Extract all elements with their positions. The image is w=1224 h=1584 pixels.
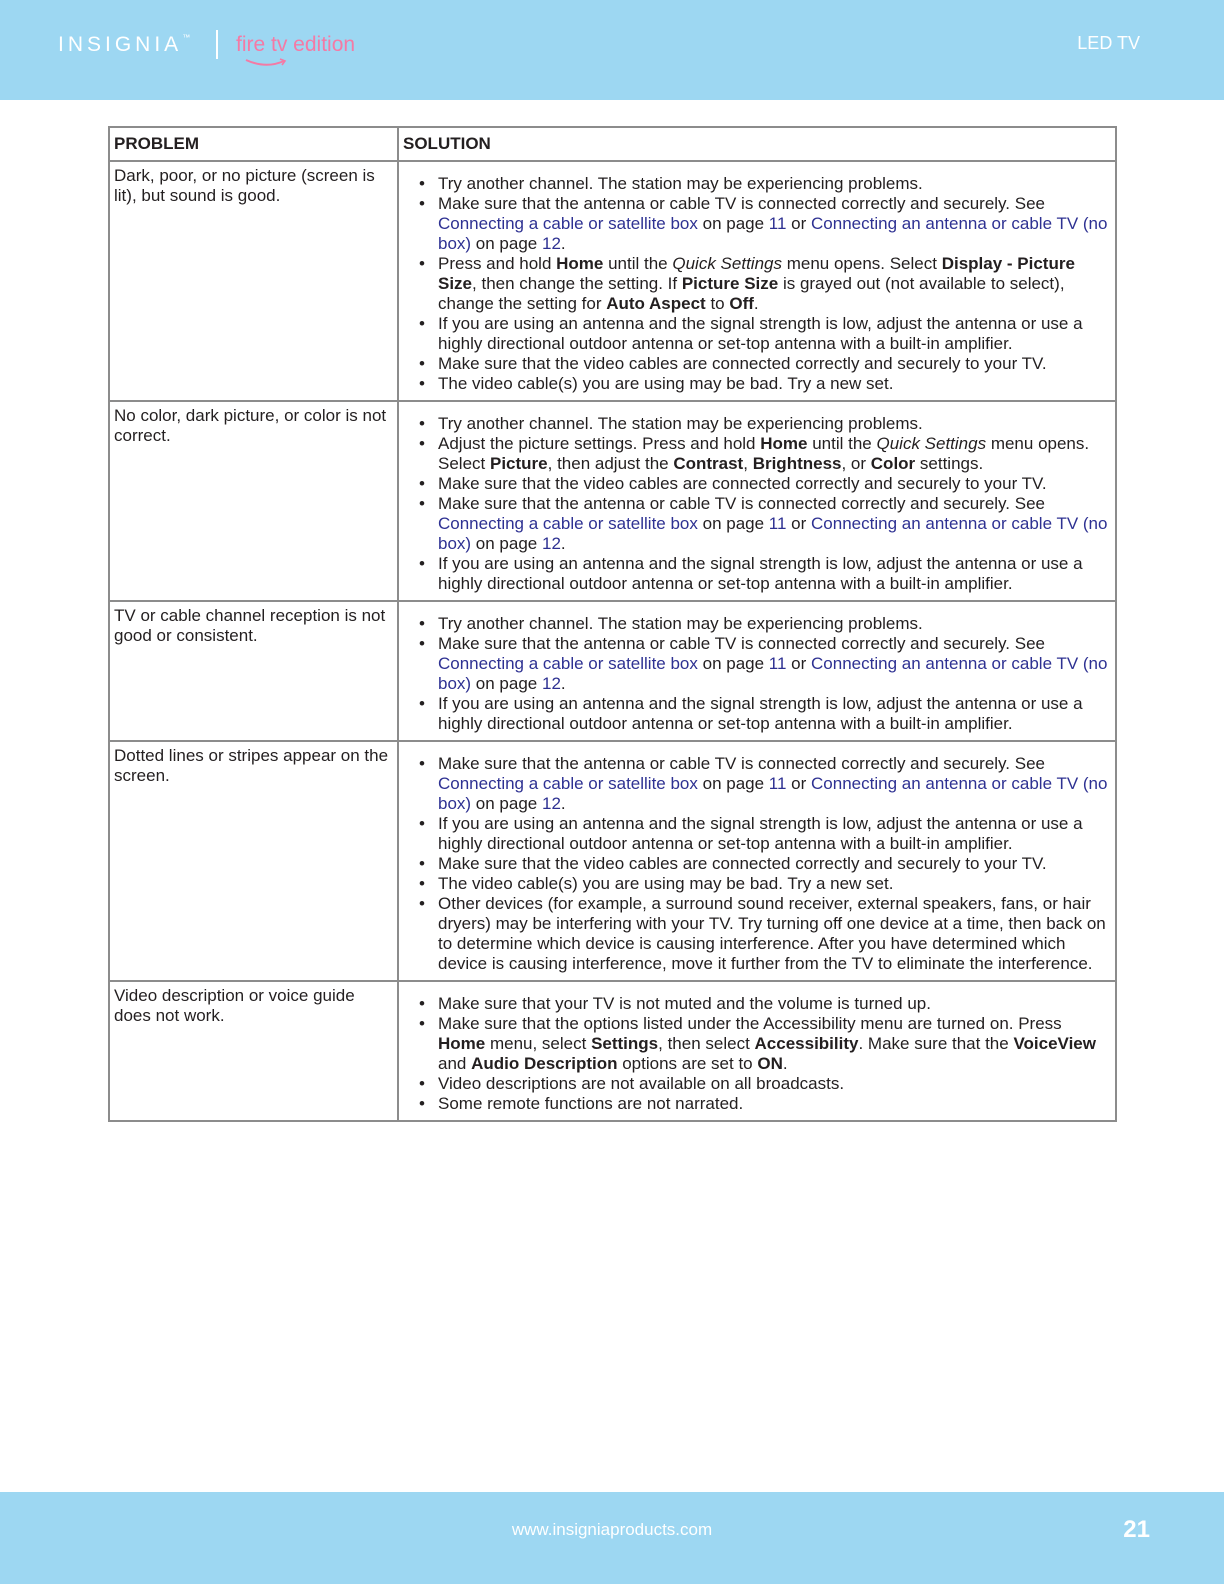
solution-text: Press and hold [438,254,557,273]
solution-text: , or [841,454,871,473]
cross-reference-link[interactable]: 12 [541,674,561,693]
solution-text: Make sure that the video cables are connected correctly and securely to your TV. [438,474,1047,493]
smile-arrow-icon [244,58,288,68]
website-url[interactable]: www.insigniaproducts.com [511,1520,713,1539]
cross-reference-link[interactable]: 11 [768,654,787,673]
solution-text: . [782,1054,788,1073]
solution-list [403,414,1111,594]
solution-text: , then adjust the [547,454,674,473]
solution-text: or [786,214,812,233]
solution-item [403,894,1111,974]
menu-term: Settings [591,1034,659,1053]
cross-reference-link[interactable]: 11 [768,214,787,233]
solution-item [403,414,1111,434]
menu-term: Audio Description [471,1054,618,1073]
problem-cell: No color, dark picture, or color is not correct. [109,401,398,601]
cross-reference-link[interactable]: Connecting a cable or satellite box [438,214,698,233]
solution-cell [398,401,1116,601]
logo-divider [216,30,218,59]
solution-item [403,314,1111,354]
solution-item [403,874,1111,894]
table-header-row [109,127,1116,161]
cross-reference-link[interactable]: Connecting an antenna or cable TV (no box) [438,214,1108,253]
menu-term: Color [870,454,916,473]
cross-reference-link[interactable]: 12 [541,794,561,813]
fire-tv-edition-logo: fire tv edition [236,33,356,56]
solution-text: Make sure that the antenna or cable TV is connected correctly and securely. See [438,494,1045,513]
solution-text: Video descriptions are not available on all broadcasts. [438,1074,845,1093]
menu-term: Brightness [752,454,842,473]
solution-text: If you are using an antenna and the signal strength is low, adjust the antenna or use a highly directional outdoor antenna or set-top antenna with a built-in amplifier. [438,694,1083,733]
solution-text: settings. [915,454,984,473]
cross-reference-link[interactable]: 11 [768,774,787,793]
cross-reference-link[interactable]: Connecting an antenna or cable TV (no box) [438,654,1108,693]
solution-text: Make sure that the options listed under the Accessibility menu are turned on. Press [438,1014,1062,1033]
solution-text: Try another channel. The station may be experiencing problems. [438,414,923,433]
table-row [109,161,1116,401]
solution-text: on page [471,794,542,813]
cross-reference-link[interactable]: Connecting a cable or satellite box [438,774,698,793]
solution-text: to [705,294,730,313]
menu-term: Contrast [673,454,744,473]
menu-term: Display - Picture Size [438,254,1075,293]
solution-item [403,814,1111,854]
menu-term: ON [757,1054,783,1073]
menu-term: Accessibility [754,1034,859,1053]
solution-text: Make sure that the video cables are connected correctly and securely to your TV. [438,854,1047,873]
solution-list [403,614,1111,734]
menu-name: Quick Settings [876,434,987,453]
solution-text: Other devices (for example, a surround sound receiver, external speakers, fans, or hair dryers) may be interfering with your TV. Try turning off one device at a time, then back on to determine which device is causing interference. After you have determined which device is causing interference, move it further from the TV to eliminate the interference. [438,894,1106,973]
solution-item [403,1094,1111,1114]
cross-reference-link[interactable]: Connecting an antenna or cable TV (no box) [438,514,1108,553]
menu-term: Home [556,254,604,273]
solution-item [403,174,1111,194]
solution-item [403,374,1111,394]
solution-text: or [786,774,812,793]
solution-item [403,554,1111,594]
solution-list [403,994,1111,1114]
solution-text: on page [697,214,769,233]
solution-text: Make sure that the antenna or cable TV is connected correctly and securely. See [438,754,1045,773]
solution-text: or [786,654,812,673]
solution-list [403,174,1111,394]
solution-text: and [438,1054,472,1073]
solution-text: Try another channel. The station may be experiencing problems. [438,174,923,193]
solution-text: on page [697,774,769,793]
table-body [109,161,1116,1121]
table-row [109,401,1116,601]
solution-item [403,1014,1111,1074]
solution-text: . [560,234,566,253]
solution-text: Adjust the picture settings. Press and hold [438,434,761,453]
solution-text: menu, select [485,1034,592,1053]
solution-item [403,474,1111,494]
solution-text: Some remote functions are not narrated. [438,1094,744,1113]
solution-item [403,254,1111,314]
solution-text: until the [807,434,877,453]
menu-term: Off [729,294,754,313]
solution-text: is grayed out (not available to select), change the setting for [438,274,1065,313]
page-header [0,0,1224,100]
solution-text: Make sure that your TV is not muted and the volume is turned up. [438,994,931,1013]
table-row [109,981,1116,1121]
cross-reference-link[interactable]: 12 [541,534,561,553]
insignia-logo: INSIGNIA™ [58,33,191,56]
solution-item [403,494,1111,554]
solution-item [403,994,1111,1014]
solution-item [403,194,1111,254]
solution-text: until the [603,254,673,273]
troubleshooting-table [108,126,1117,1122]
solution-item [403,634,1111,694]
solution-text: , [743,454,753,473]
solution-text: . Make sure that the [858,1034,1014,1053]
solution-cell [398,981,1116,1121]
table-row [109,741,1116,981]
problem-cell: Video description or voice guide does not work. [109,981,398,1121]
solution-column-header: SOLUTION [398,127,1116,161]
solution-text: Make sure that the antenna or cable TV is connected correctly and securely. See [438,634,1045,653]
solution-text: , then change the setting. If [472,274,682,293]
cross-reference-link[interactable]: Connecting a cable or satellite box [438,514,698,533]
solution-item [403,754,1111,814]
solution-list [403,754,1111,974]
solution-text: on page [471,534,542,553]
solution-text: . [560,534,566,553]
solution-cell [398,161,1116,401]
solution-text: The video cable(s) you are using may be bad. Try a new set. [438,374,894,393]
solution-text: The video cable(s) you are using may be bad. Try a new set. [438,874,894,893]
solution-text: on page [471,674,542,693]
menu-term: VoiceView [1013,1034,1096,1053]
solution-text: Make sure that the antenna or cable TV is connected correctly and securely. See [438,194,1045,213]
menu-term: Home [760,434,808,453]
product-label: LED TV [1077,33,1140,53]
solution-text: If you are using an antenna and the signal strength is low, adjust the antenna or use a highly directional outdoor antenna or set-top antenna with a built-in amplifier. [438,814,1083,853]
solution-item [403,434,1111,474]
menu-term: Home [438,1034,486,1053]
solution-item [403,854,1111,874]
problem-cell: Dark, poor, or no picture (screen is lit), but sound is good. [109,161,398,401]
menu-name: Quick Settings [672,254,782,273]
solution-text: . [560,674,566,693]
solution-cell [398,741,1116,981]
table-row [109,601,1116,741]
solution-item [403,1074,1111,1094]
menu-term: Auto Aspect [606,294,706,313]
solution-item [403,694,1111,734]
menu-term: Picture Size [681,274,779,293]
solution-text: Try another channel. The station may be experiencing problems. [438,614,923,633]
solution-text: menu opens. Select [781,254,942,273]
page-number: 21 [1123,1516,1150,1543]
solution-text: Make sure that the video cables are connected correctly and securely to your TV. [438,354,1047,373]
solution-text: . [753,294,759,313]
problem-cell: TV or cable channel reception is not good or consistent. [109,601,398,741]
cross-reference-link[interactable]: 11 [768,514,787,533]
solution-text: options are set to [617,1054,758,1073]
page-footer [0,1492,1224,1584]
solution-text: on page [697,654,769,673]
solution-text: . [560,794,566,813]
solution-text: on page [697,514,769,533]
solution-text: or [786,514,812,533]
problem-column-header: PROBLEM [109,127,398,161]
menu-term: Picture [489,454,548,473]
cross-reference-link[interactable]: 12 [541,234,561,253]
solution-cell [398,601,1116,741]
solution-text: If you are using an antenna and the signal strength is low, adjust the antenna or use a highly directional outdoor antenna or set-top antenna with a built-in amplifier. [438,554,1083,593]
solution-text: menu opens. Select [438,434,1090,473]
solution-text: , then select [658,1034,755,1053]
solution-item [403,354,1111,374]
cross-reference-link[interactable]: Connecting an antenna or cable TV (no box) [438,774,1108,813]
solution-item [403,614,1111,634]
solution-text: If you are using an antenna and the signal strength is low, adjust the antenna or use a highly directional outdoor antenna or set-top antenna with a built-in amplifier. [438,314,1083,353]
solution-text: on page [471,234,542,253]
cross-reference-link[interactable]: Connecting a cable or satellite box [438,654,698,673]
problem-cell: Dotted lines or stripes appear on the screen. [109,741,398,981]
